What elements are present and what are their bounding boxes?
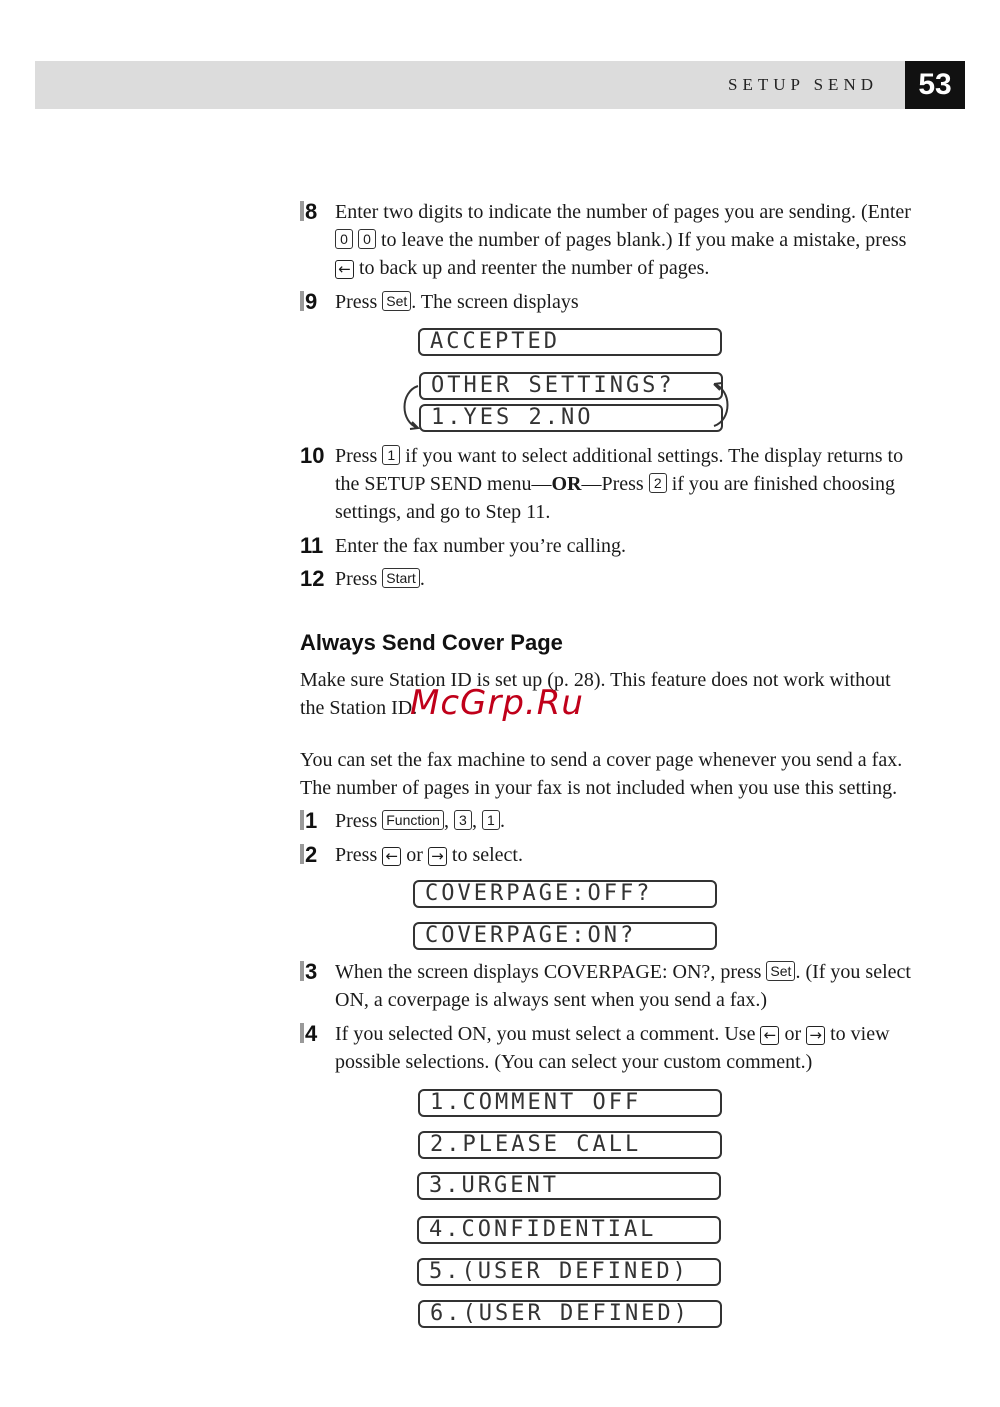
step-number: 1	[300, 807, 334, 835]
lcd-accepted: ACCEPTED	[418, 328, 722, 356]
lcd-coverpage-on: COVERPAGE:ON?	[413, 922, 717, 950]
key-0: 0	[358, 229, 376, 249]
step-text: Press Start .	[335, 568, 425, 590]
step-1	[300, 807, 920, 835]
step-10	[300, 442, 920, 526]
left-arrow-icon: ←	[335, 260, 354, 279]
step-number: 9	[300, 288, 334, 316]
step-9	[300, 288, 920, 316]
cycle-arrow-right-icon	[710, 380, 734, 430]
key-0: 0	[335, 229, 353, 249]
step-number: 8	[300, 198, 334, 226]
key-set: Set	[382, 291, 411, 311]
step-text: Enter the fax number you’re calling.	[335, 535, 626, 557]
step-3	[300, 958, 920, 1014]
step-number: 3	[300, 958, 334, 986]
key-function: Function	[382, 810, 444, 830]
lcd-urgent: 3.URGENT	[417, 1172, 721, 1200]
step-text: If you selected ON, you must select a comment. Use ← or → to view possible selections. (You can select your custom comment.)	[335, 1023, 890, 1073]
step-11	[300, 532, 920, 560]
section-title: SETUP SEND	[728, 75, 878, 94]
step-12	[300, 565, 920, 593]
step-number: 4	[300, 1020, 334, 1048]
step-text: Press ← or → to select.	[335, 844, 523, 866]
step-text: Press Set . The screen displays	[335, 291, 579, 313]
lcd-yes-no: 1.YES 2.NO	[419, 404, 723, 432]
right-arrow-icon: →	[428, 847, 447, 866]
step-8	[300, 198, 920, 282]
key-3: 3	[454, 810, 472, 830]
step-text: Press Function , 3 , 1 .	[335, 810, 505, 832]
step-number: 11	[300, 533, 324, 558]
key-1: 1	[482, 810, 500, 830]
key-1: 1	[382, 445, 400, 465]
lcd-please-call: 2.PLEASE CALL	[418, 1131, 722, 1159]
section-heading: Always Send Cover Page	[300, 630, 563, 655]
left-arrow-icon: ←	[760, 1026, 779, 1045]
description-paragraph: You can set the fax machine to send a cover page whenever you send a fax. The number of pages in your fax is not included when you use this setting.	[300, 749, 903, 799]
step-4	[300, 1020, 920, 1076]
key-set: Set	[766, 961, 795, 981]
step-number: 2	[300, 841, 334, 869]
lcd-coverpage-off: COVERPAGE:OFF?	[413, 880, 717, 908]
step-text: Press 1 if you want to select additional settings. The display returns to the SETUP SEND menu—OR—Press 2 if you are finished choosing settings, and go to Step 11.	[335, 445, 904, 523]
step-text: Enter two digits to indicate the number of pages you are sending. (Enter 0 0 to leave the number of pages blank.) If you make a mistake, press ← to back up and reenter the number of pages.	[335, 201, 911, 279]
left-arrow-icon: ←	[382, 847, 401, 866]
key-start: Start	[382, 568, 420, 588]
page-number: 53	[905, 61, 965, 109]
lcd-other-settings: OTHER SETTINGS?	[419, 372, 723, 400]
right-arrow-icon: →	[806, 1026, 825, 1045]
lcd-user-defined-5: 5.(USER DEFINED)	[417, 1258, 721, 1286]
step-number: 10	[300, 443, 325, 468]
key-2: 2	[649, 473, 667, 493]
step-text: When the screen displays COVERPAGE: ON?, press Set . (If you select ON, a coverpage is always sent when you send a fax.)	[335, 961, 911, 1011]
intro-paragraph: Make sure Station ID is set up (p. 28). This feature does not work without the Station ID.	[300, 669, 891, 719]
lcd-confidential: 4.CONFIDENTIAL	[417, 1216, 721, 1244]
lcd-comment-off: 1.COMMENT OFF	[418, 1089, 722, 1117]
step-number: 12	[300, 566, 325, 591]
lcd-user-defined-6: 6.(USER DEFINED)	[418, 1300, 722, 1328]
step-2	[300, 841, 920, 869]
watermark: McGrp.Ru	[410, 683, 584, 723]
